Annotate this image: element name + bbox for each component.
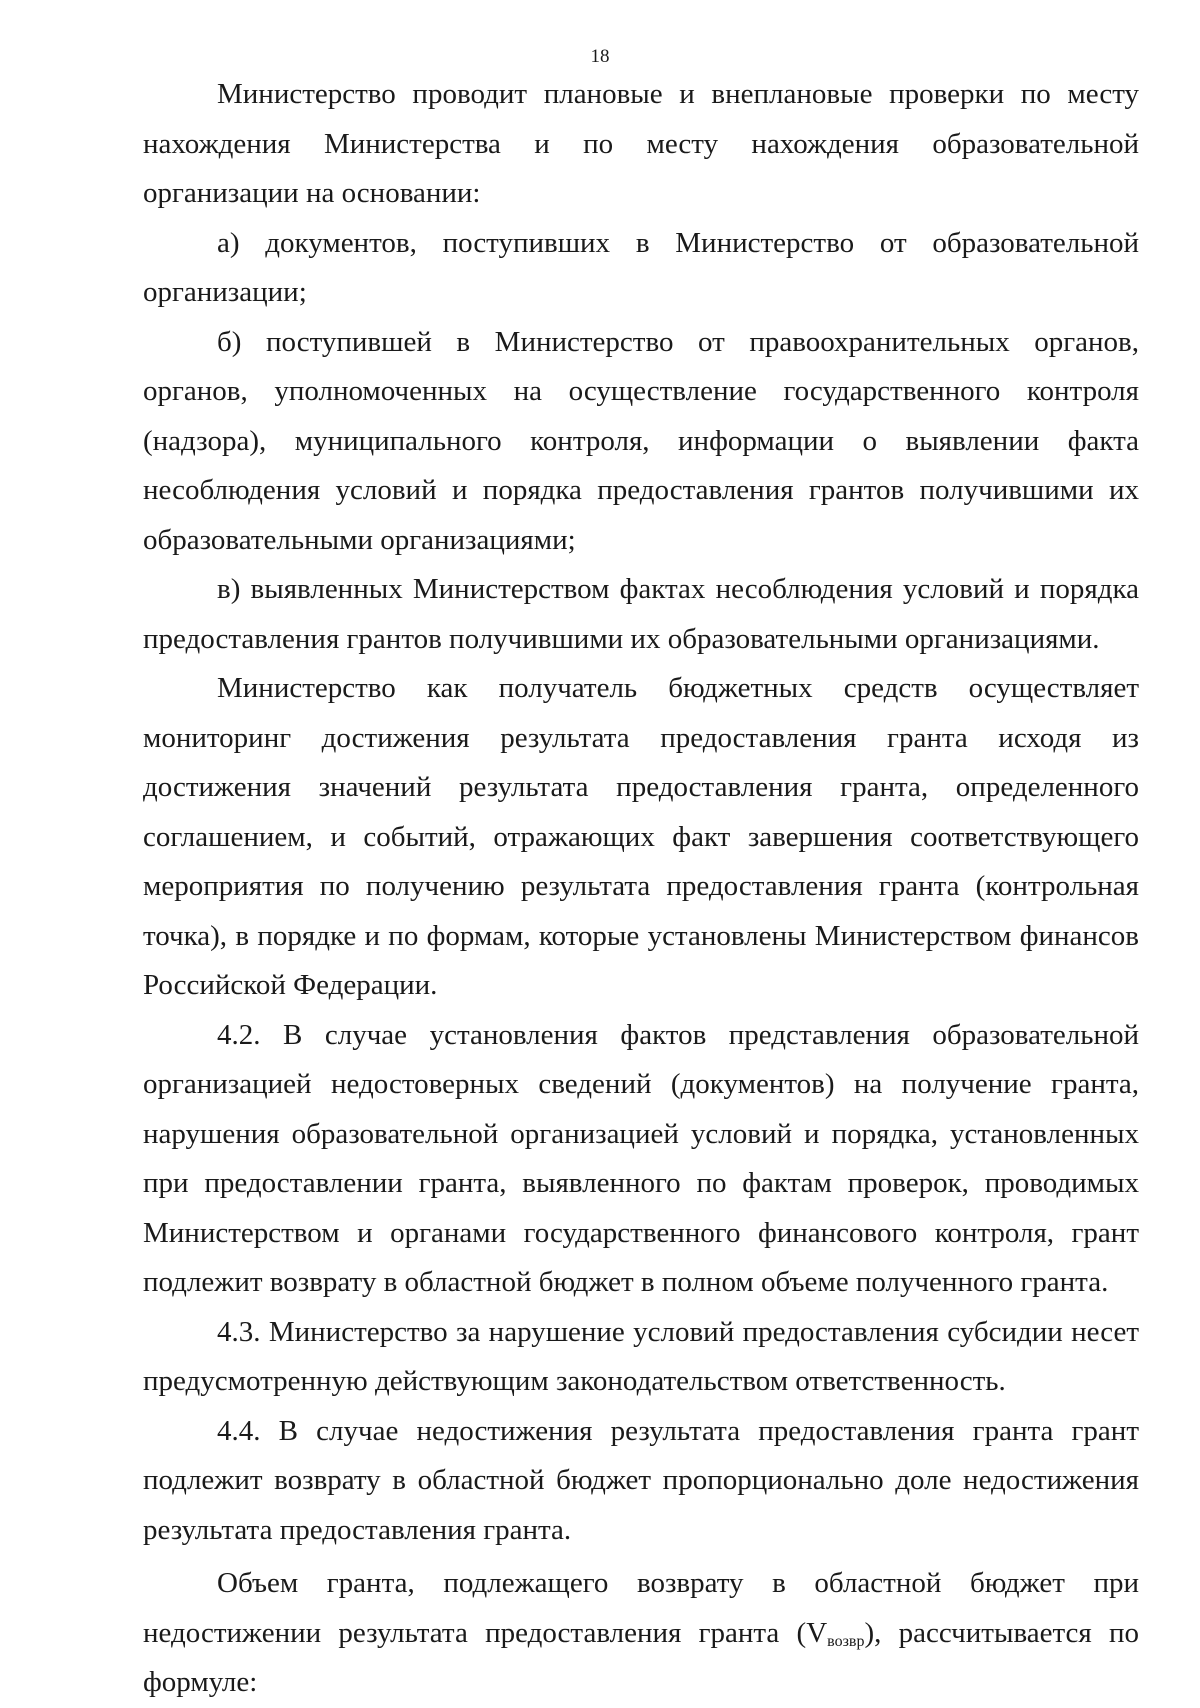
formula-text-before: Объем гранта, подлежащего возврату в областной бюджет при недостижении результата предоставления гранта (V [143,1567,1139,1649]
paragraph-4-3: 4.3. Министерство за нарушение условий предоставления субсидии несет предусмотренную действующим законодательством ответственность. [143,1315,1139,1397]
formula-subscript: возвр [827,1632,865,1650]
paragraph-inspections-intro: Министерство проводит плановые и внеплановые проверки по месту нахождения Министерства и по месту нахождения образовательной организации на основании: [143,78,1139,209]
document-body [143,70,1139,1708]
paragraph-item-b: б) поступившей в Министерство от правоохранительных органов, органов, уполномоченных на осуществление государственного контроля (надзора), муниципального контроля, информации о выявлении факта несоблюдения условий и порядка предоставления грантов получившими их образовательными организациями; [143,325,1139,556]
paragraph-formula-intro [143,1559,1139,1708]
paragraph-4-4: 4.4. В случае недостижения результата предоставления гранта грант подлежит возврату в областной бюджет пропорционально доле недостижения результата предоставления гранта. [143,1414,1139,1546]
paragraph-monitoring: Министерство как получатель бюджетных средств осуществляет мониторинг достижения результата предоставления гранта исходя из достижения значений результата предоставления гранта, определенного соглашением, и событий, отражающих факт завершения соответствующего мероприятия по получению результата предоставления гранта (контрольная точка), в порядке и по формам, которые установлены Министерством финансов Российской Федерации. [143,672,1139,1001]
paragraph-4-2: 4.2. В случае установления фактов представления образовательной организацией недостоверных сведений (документов) на получение гранта, нарушения образовательной организацией условий и порядка, установленных при предоставлении гранта, выявленного по фактам проверок, проводимых Министерством и органами государственного финансового контроля, грант подлежит возврату в областной бюджет в полном объеме полученного гранта. [143,1018,1139,1298]
paragraph-item-v: в) выявленных Министерством фактах несоблюдения условий и порядка предоставления грантов получившими их образовательными организациями. [143,573,1139,655]
paragraph-item-a: а) документов, поступивших в Министерство от образовательной организации; [143,226,1139,308]
page-number: 18 [590,46,610,67]
formula-text-after: ), рассчитывается по формуле: [143,1616,1139,1698]
